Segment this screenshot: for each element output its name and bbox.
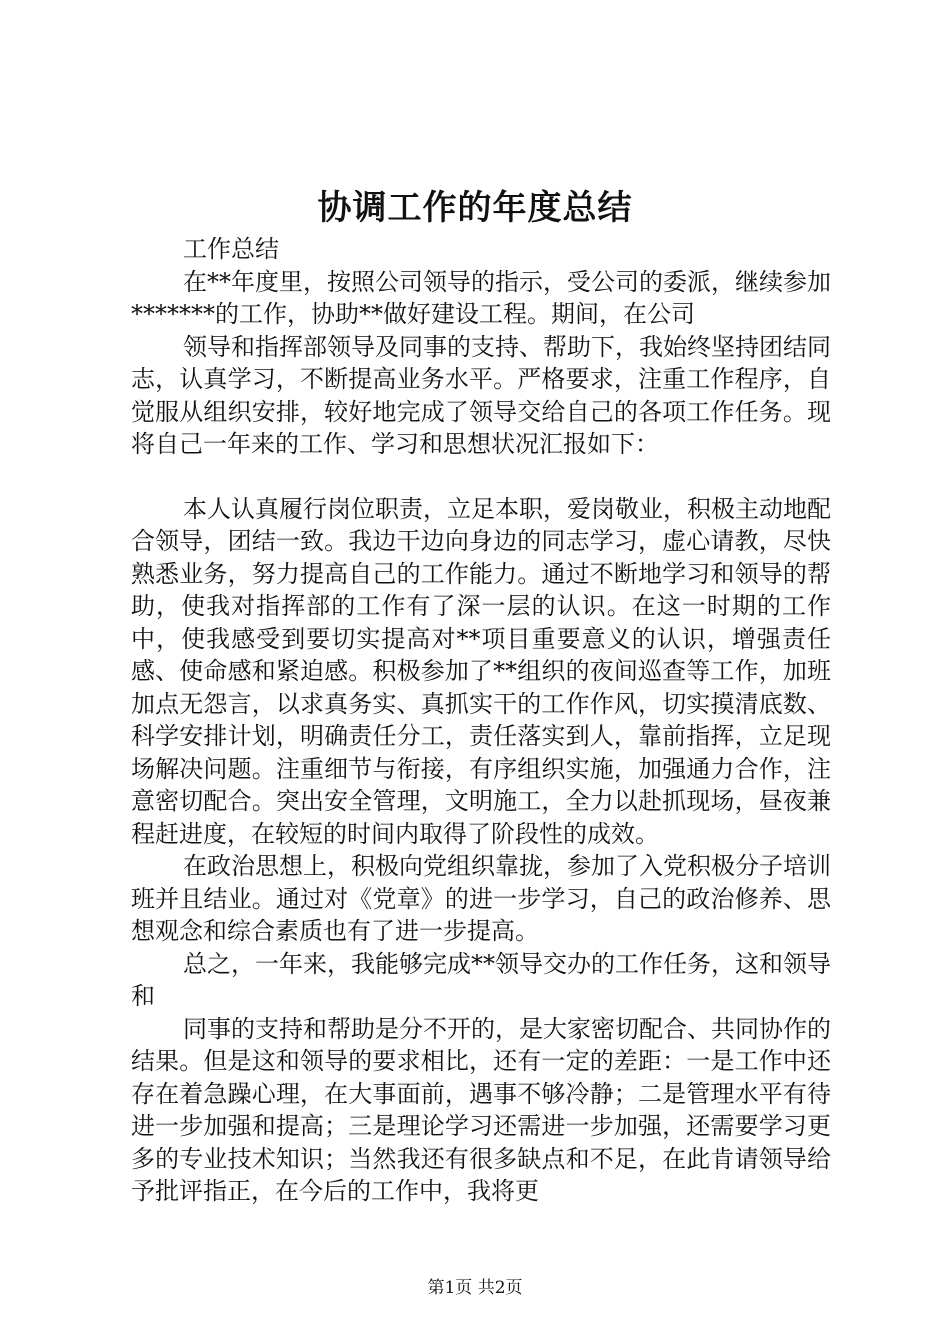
paragraph-heading: 工作总结 — [183, 235, 279, 263]
document-title: 协调工作的年度总结 — [317, 188, 633, 228]
paragraph: 总之，一年来，我能够完成**领导交办的工作任务，这和领导和 — [131, 949, 831, 1010]
paragraph: 同事的支持和帮助是分不开的，是大家密切配合、共同协作的结果。但是这和领导的要求相比，还有一定的差距：一是工作中还存在着急躁心理，在大事面前，遇事不够冷静；二是管理水平有待进一步加强和提高；三是理论学习还需进一步加强，还需要学习更多的专业技术知识；当然我还有很多缺点和不足，在此肯请领导给予批评指正，在今后的工作中，我将更 — [131, 1014, 831, 1205]
paragraph: 在**年度里，按照公司领导的指示，受公司的委派，继续参加*******的工作，协助**做好建设工程。期间，在公司 — [131, 267, 831, 328]
page-number-footer: 第1页 共2页 — [427, 1278, 523, 1298]
paragraph: 在政治思想上，积极向党组织靠拢，参加了入党积极分子培训班并且结业。通过对《党章》的进一步学习，自己的政治修养、思想观念和综合素质也有了进一步提高。 — [131, 852, 831, 945]
paragraph-spacer — [131, 461, 831, 493]
paragraph: 领导和指挥部领导及同事的支持、帮助下，我始终坚持团结同志，认真学习，不断提高业务水平。严格要求，注重工作程序，自觉服从组织安排，较好地完成了领导交给自己的各项工作任务。现将自己一年来的工作、学习和思想状况汇报如下： — [131, 332, 831, 458]
paragraph: 本人认真履行岗位职责，立足本职，爱岗敬业，积极主动地配合领导，团结一致。我边干边向身边的同志学习，虚心请教，尽快熟悉业务，努力提高自己的工作能力。通过不断地学习和领导的帮助，使我对指挥部的工作有了深一层的认识。在这一时期的工作中，使我感受到要切实提高对**项目重要意义的认识，增强责任感、使命感和紧迫感。积极参加了**组织的夜间巡查等工作，加班加点无怨言，以求真务实、真抓实干的工作作风，切实摸清底数、科学安排计划，明确责任分工，责任落实到人，靠前指挥，立足现场解决问题。注重细节与衔接，有序组织实施，加强通力合作，注意密切配合。突出安全管理，文明施工，全力以赴抓现场，昼夜兼程赶进度，在较短的时间内取得了阶段性的成效。 — [131, 494, 831, 848]
document-body — [131, 233, 831, 1208]
